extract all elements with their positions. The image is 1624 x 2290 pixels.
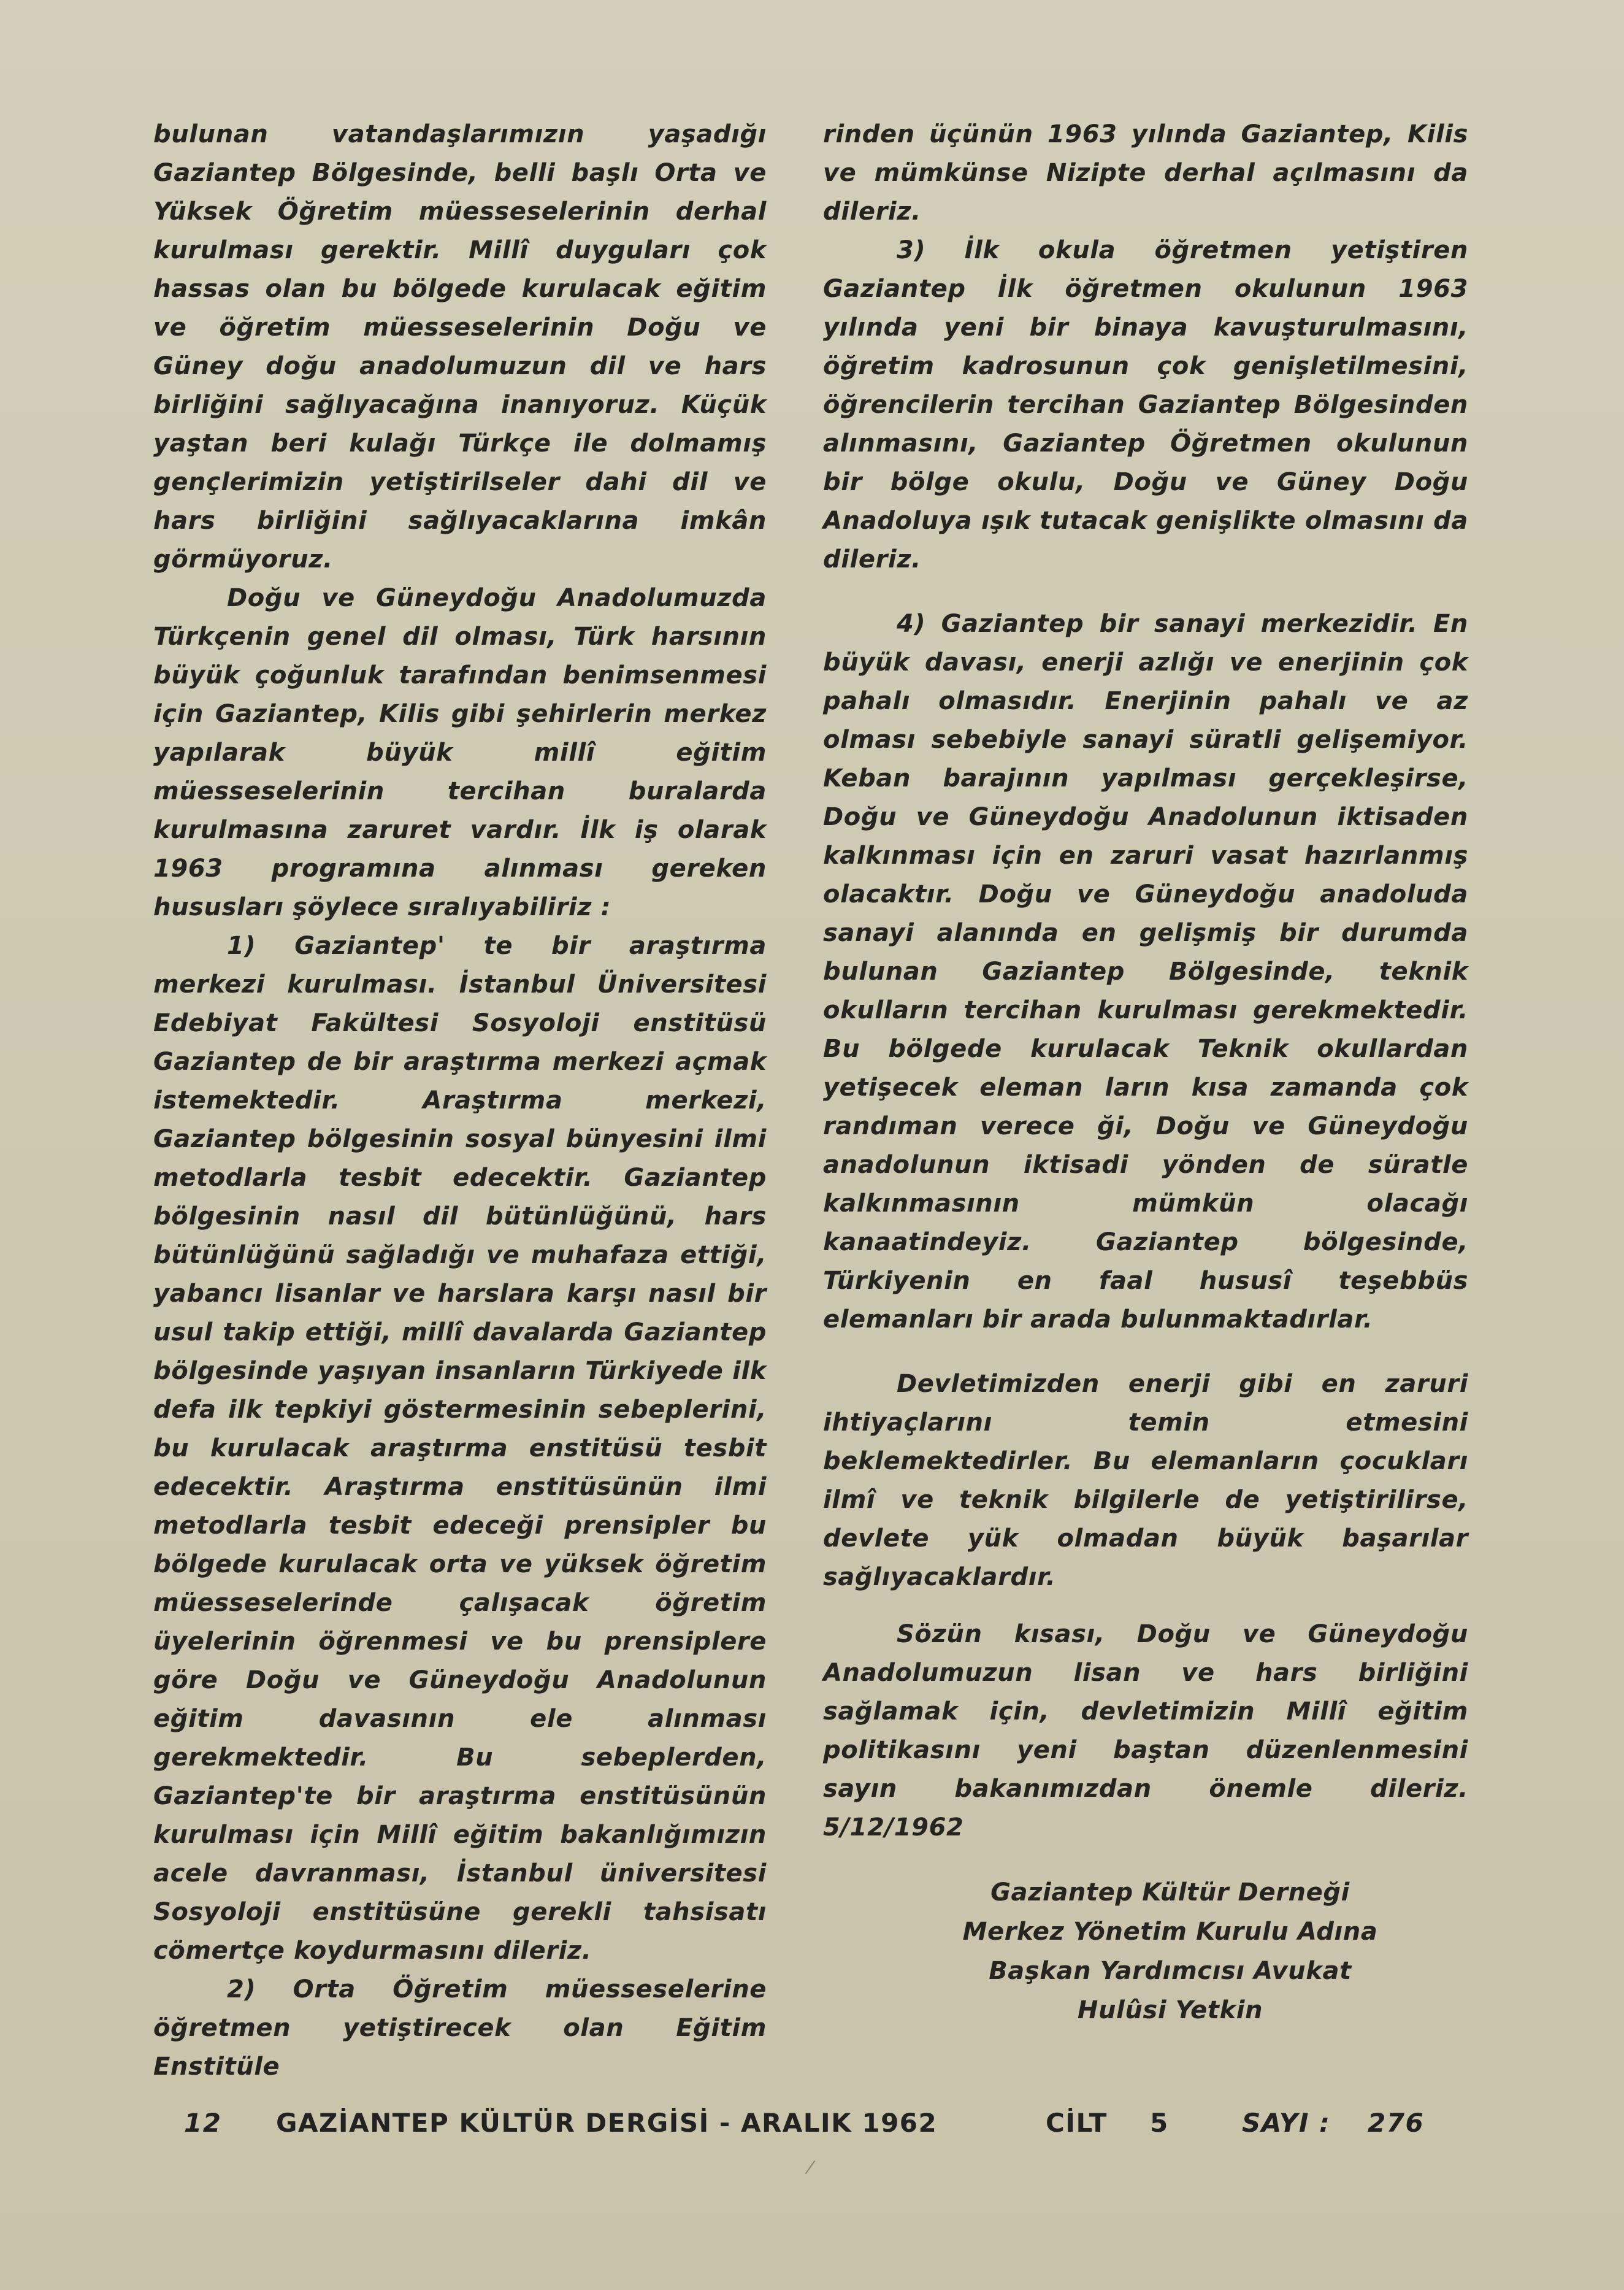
paragraph-item-2-teacher-institutes: 2) Orta Öğretim müesseselerine öğretmen yetiştirecek olan Eğitim Enstitüle: [153, 1975, 767, 2081]
issue-number: 276: [1368, 2108, 1425, 2138]
signature-board: Merkez Yönetim Kurulu Adına: [962, 1918, 1378, 1946]
paragraph-conclusion: Sözün kısası, Doğu ve Güneydoğu Anadolumuzun lisan ve hars birliğini sağlamak için, devletimizin Millî eğitim politikasını yeni baştan düzenlenmesini sayın bakanımızdan önemle dileriz. 5/12/1962: [823, 1620, 1468, 1842]
journal-title: GAZİANTEP KÜLTÜR DERGİSİ - ARALIK 1962: [276, 2108, 938, 2138]
pencil-mark: [805, 2161, 816, 2174]
signature-name: Hulûsi Yetkin: [1077, 1996, 1263, 2024]
signature-role: Başkan Yardımcısı Avukat: [989, 1957, 1352, 1985]
paragraph-energy-needs: Devletimizden enerji gibi en zaruri ihtiyaçlarını temin etmesini beklemektedirler. Bu elemanların çocukları ilmî ve teknik bilgilerle de yetiştirilirse, devlete yük olmadan büyük başarılar sağlıyacaklardır.: [823, 1370, 1468, 1591]
paragraph-item-3-primary-teacher-school: 3) İlk okula öğretmen yetiştiren Gaziantep İlk öğretmen okulunun 1963 yılında yeni bir binaya kavuşturulmasını, öğretim kadrosunun çok genişletilmesini, öğrencilerin tercihan Gaziantep Bölgesinden alınmasını, Gaziantep Öğretmen okulunun bir bölge okulu, Doğu ve Güney Doğu Anadoluya ışık tutacak genişlikte olmasını da dileriz.: [823, 236, 1468, 574]
volume-number: 5: [1150, 2108, 1169, 2138]
paragraph-turkish-language: Doğu ve Güneydoğu Anadolumuzda Türkçenin genel dil olması, Türk harsının büyük çoğunluk tarafından benimsenmesi için Gaziantep, Kilis gibi şehirlerin merkez yapılarak büyük millî eğitim müesseselerinin tercihan buralarda kurulmasına zaruret vardır. İlk iş olarak 1963 programına alınması gereken hususları şöylece sıralıyabiliriz :: [153, 584, 767, 921]
page-number: 12: [184, 2108, 222, 2138]
paragraph-item-2-continued: rinden üçünün 1963 yılında Gaziantep, Kilis ve mümkünse Nizipte derhal açılmasını da dileriz.: [823, 120, 1468, 226]
paragraph-item-1-research-center: 1) Gaziantep' te bir araştırma merkezi kurulması. İstanbul Üniversitesi Edebiyat Fakültesi Sosyoloji enstitüsü Gaziantep de bir araştırma merkezi açmak istemektedir. Araştırma merkezi, Gaziantep bölgesinin sosyal bünyesini ilmi metodlarla tesbit edecektir. Gaziantep bölgesinin nasıl dil bütünlüğünü, hars bütünlüğünü sağladığı ve muhafaza ettiği, yabancı lisanlar ve harslara karşı nasıl bir usul takip ettiği, millî davalarda Gaziantep bölgesinde yaşıyan insanların Türkiyede ilk defa ilk tepkiyi göstermesinin sebeplerini, bu kurulacak araştırma enstitüsü tesbit edecektir. Araştırma enstitüsünün ilmi metodlarla tesbit edeceği prensipler bu bölgede kurulacak orta ve yüksek öğretim müesseselerinde çalışacak öğretim üyelerinin öğrenmesi ve bu prensiplere göre Doğu ve Güneydoğu Anadolunun eğitim davasının ele alınması gerekmektedir. Bu sebeplerden, Gaziantep'te bir araştırma enstitüsünün kurulması için Millî eğitim bakanlığımızın acele davranması, İstanbul üniversitesi Sosyoloji enstitüsüne gerekli tahsisatı cömertçe koydurmasını dileriz.: [153, 932, 767, 1965]
left-column: [153, 115, 767, 2086]
volume-label: CİLT: [1046, 2108, 1108, 2138]
signature-block: [823, 1873, 1468, 2030]
right-column: [823, 115, 1468, 2030]
paragraph-intro-continued: bulunan vatandaşlarımızın yaşadığı Gaziantep Bölgesinde, belli başlı Orta ve Yüksek Öğretim müesseselerinin derhal kurulması gerektir. Millî duyguları çok hassas olan bu bölgede kurulacak eğitim ve öğretim müesseselerinin Doğu ve Güney doğu anadolumuzun dil ve hars birliğini sağlıyacağına inanıyoruz. Küçük yaştan beri kulağı Türkçe ile dolmamış gençlerimizin yetiştirilseler dahi dil ve hars birliğini sağlıyacaklarına imkân görmüyoruz.: [153, 120, 767, 574]
paragraph-item-4-industry-center: 4) Gaziantep bir sanayi merkezidir. En büyük davası, enerji azlığı ve enerjinin çok pahalı olmasıdır. Enerjinin pahalı ve az olması sebebiyle sanayi süratli gelişemiyor. Keban barajının yapılması gerçekleşirse, Doğu ve Güneydoğu Anadolunun iktisaden kalkınması için en zaruri vasat hazırlanmış olacaktır. Doğu ve Güneydoğu anadoluda sanayi alanında en gelişmiş bir durumda bulunan Gaziantep Bölgesinde, teknik okulların tercihan kurulması gerekmektedir. Bu bölgede kurulacak Teknik okullardan yetişecek eleman ların kısa zamanda çok randıman verece ği, Doğu ve Güneydoğu anadolunun iktisadi yönden de süratle kalkınmasının mümkün olacağı kanaatindeyiz. Gaziantep bölgesinde, Türkiyenin en faal hususî teşebbüs elemanları bir arada bulunmaktadırlar.: [823, 610, 1468, 1334]
page-footer: [184, 2108, 1441, 2145]
issue-label: SAYI :: [1242, 2108, 1331, 2138]
signature-organization: Gaziantep Kültür Derneği: [990, 1878, 1350, 1907]
